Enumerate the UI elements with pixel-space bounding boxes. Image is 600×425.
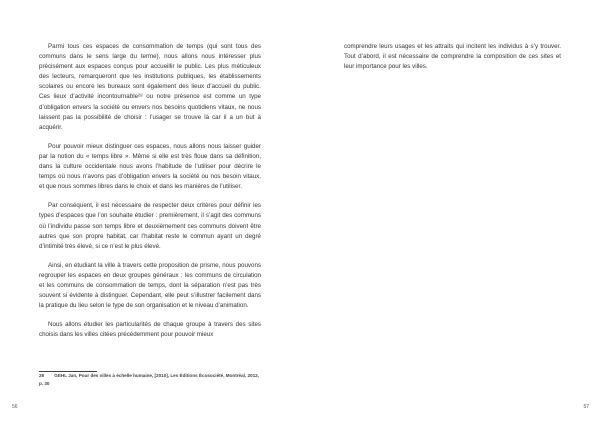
page-number-left: 56 [12, 404, 18, 410]
left-page-text [39, 42, 261, 349]
paragraph: Ainsi, en étudiant la ville à travers cette proposition de prisme, nous pouvons regrouper les espaces en deux groupes généraux : les communs de circulation et les communs de consommation de temps, dont la séparation n’est pas très souvent si évidente à distinguer. Cependant, elle peut s’illustrer facilement dans la pratique du lieu selon le type de son organisation et le niveau d’animation. [39, 261, 261, 310]
paragraph: Par conséquent, il est nécessaire de respecter deux critères pour définir les types d’espaces que l’on souhaite étudier : premièrement, il s’agit des communs où l’individu passe son temps libre et deuxièmement ces communs doivent être autres que son propre habitat, car l’habitat reste le commun ayant un degré d’intimité très élevé, si ce n’est le plus élevé. [39, 202, 261, 250]
paragraph: Nous allons étudier les particularités de chaque groupe à travers des sites choisis dans les villes citées précédemment pour pouvoir mieux [39, 321, 261, 339]
right-page-text [344, 42, 561, 81]
footnote [39, 372, 261, 388]
footnote-number: 28 [39, 373, 45, 378]
page-number-right: 57 [583, 404, 589, 410]
paragraph: Pour pouvoir mieux distinguer ces espaces, nous allons nous laisser guider par la notion du « temps libre ». Même si elle est très floue dans sa définition, dans la culture occidentale nous avons l’habitude de l’utiliser pour décrire le temps où nous n’avons pas d’obligation envers la société ou nos besoin vitaux, et que nous sommes libres dans le choix et dans les manières de l’utiliser. [39, 142, 261, 191]
paragraph: Parmi tous ces espaces de consommation de temps (qui sont tous des communs dans le sens large du terme), nous allons nous intéresser plus précisément aux espaces conçus pour accueillir le public. Les plus méticuleux des lecteurs, remarqueront que les institutions publiques, les établissements scolaires ou encore les bureaux sont également des lieux d’accueil du public. Ces lieux d’activité incontournable²⁸ ou notre présence est comme un type d’obligation envers la société ou envers nos besoins quotidiens vitaux, ne nous laissent pas la possibilité de choisir : l’usager se trouve là car il a un but à acquérir. [39, 43, 261, 131]
right-page [300, 0, 600, 425]
paragraph: comprendre leurs usages et les attraits qui incitent les individus à s’y trouver. Tout d’abord, il est nécessaire de comprendre la composition de ces sites et leur importance pour les villes. [344, 43, 561, 71]
footnote-text: GEHL Jan, Pour des villes à échelle humaine, [2010], Les Éditions Écosociété, Montréal, 2012, p. 30 [39, 373, 259, 386]
